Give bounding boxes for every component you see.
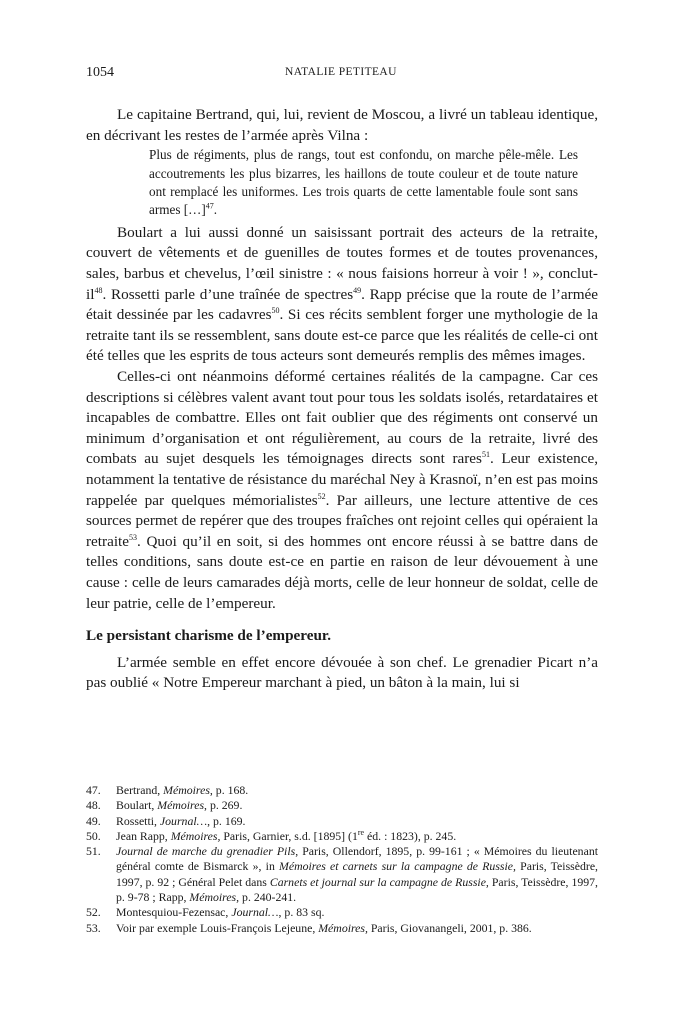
footnote	[86, 905, 598, 920]
title-italic: Journal de marche du grenadier Pils	[116, 844, 296, 859]
section-heading: Le persistant charisme de l’empereur.	[86, 627, 332, 645]
footnote-ref: 47	[205, 202, 214, 212]
footnote-ref: 48	[94, 285, 103, 295]
footnote-text	[116, 798, 598, 813]
footnote-number: 50.	[86, 828, 101, 843]
text-run: Boulart,	[116, 798, 158, 813]
footnote-number: 49.	[86, 813, 101, 828]
title-italic: Journal…	[159, 813, 208, 828]
paragraph-4: L’armée semble en effet encore dévouée à son chef. Le grenadier Picart n’a pas oublié « Notre Empereur marchant à pied, un bâton à la main, lui si	[86, 653, 598, 692]
text-run: Boulart a lui aussi donné un saisissant portrait des acteurs de la retraite, couvert de vêtements et de guenilles de toutes formes et de toutes provenances, sales, barbus et chevelus, l’œil sinistre : « nous faisions horreur à voir ! », conclut-il	[86, 223, 598, 303]
paragraph-3	[86, 367, 598, 614]
footnote-text	[116, 829, 598, 844]
page-number: 1054	[86, 65, 114, 80]
footnote-text	[116, 814, 598, 829]
text-run: Paris, Teissèdre, 1997, p. 92 ; Général Pelet dans	[116, 859, 598, 889]
footnote-number: 52.	[86, 905, 101, 920]
text-run: éd. : 1823), p. 245.	[364, 828, 457, 843]
footnote-ref: 52	[317, 491, 326, 501]
footnote-text	[116, 921, 598, 936]
footnote-ref: 49	[353, 285, 362, 295]
text-run: . Leur existence, notamment la tentative de résistance du maréchal Ney à Krasnoï, n’en est pas moins rappelée par quelques mémorialistes	[86, 450, 599, 509]
footnote	[86, 844, 598, 905]
text-run: Bertrand,	[116, 783, 164, 797]
footnote	[86, 814, 598, 829]
title-italic: Mémoires et carnets sur la campagne de Russie,	[279, 859, 516, 874]
footnote-number: 53.	[86, 920, 101, 935]
footnote-text	[116, 844, 598, 905]
text-run: Celles-ci ont néanmoins déformé certaines réalités de la campagne. Car ces descriptions si célèbres valent avant tout pour tous les soldats isolés, retardataires et incapables de combattre. Elles ont fait oublier que des régiments ont conservé un minimum d’organisation et ont régulièrement, au cours de la retraite, livré des combats au sujet desquels les témoignages directs sont rares	[86, 367, 598, 468]
text-run: , p. 169.	[207, 813, 246, 828]
footnote-text	[116, 905, 598, 920]
title-italic: Mémoires,	[189, 890, 240, 905]
quote-text: Plus de régiments, plus de rangs, tout est confondu, on marche pêle-mêle. Les accoutrements les plus bizarres, les haillons de toute couleur et de toute nature ont remplacé les uniformes. Les trois quarts de cette lamentable foule sont sans armes […]	[149, 147, 578, 218]
footnote-ref: 53	[129, 532, 137, 542]
text-run: . Rapp précise que la route de l’armée était dessinée par les cadavres	[86, 285, 598, 324]
text-run: p. 168.	[212, 783, 249, 797]
text-run: . Si ces récits semblent forger une mythologie de la retraite tant ils se ressemblent, sans doute est-ce parce que les réalités de celle-ci ont été telles que les esprits de tous acteurs sont demeurés remplis des mêmes images.	[86, 306, 598, 365]
text-run: Paris, Giovanangeli, 2001, p. 386.	[367, 920, 532, 935]
text-run: . Quoi qu’il en soit, si des hommes ont encore réussi à se battre dans de telles conditions, sans doute est-ce en partie en raison de leur dévouement à une cause : celle de leurs camarades déjà morts, celle de leur honneur de soldat, celle de leur patrie, celle de l’empereur.	[86, 532, 598, 612]
text-run: Montesquiou-Fezensac,	[116, 905, 232, 920]
body-text	[86, 105, 598, 694]
footnote	[86, 829, 598, 844]
text-run: . Par ailleurs, une lecture attentive de ces sources permet de repérer que des troupes fraîches ont rejoint celles qui opéraient la retraite	[86, 491, 598, 550]
footnote	[86, 783, 598, 798]
paragraph-1: Le capitaine Bertrand, qui, lui, revient de Moscou, a livré un tableau identique, en décrivant les restes de l’armée après Vilna :	[86, 106, 598, 144]
ordinal-superscript: re	[357, 827, 365, 837]
text-run: , Paris, Ollendorf, 1895, p. 99-161 ; « Mémoires du lieutenant général comte de Bismarck », in	[116, 844, 598, 874]
title-italic: Journal…	[231, 905, 279, 920]
footnote-ref: 50	[271, 306, 280, 316]
footnote	[86, 921, 598, 936]
text-run: , p. 83 sq.	[278, 905, 325, 920]
running-head: NATALIE PETITEAU	[285, 66, 397, 78]
text-run: p. 240-241.	[239, 890, 297, 905]
text-run: Paris, Garnier, s.d. [1895] (1	[220, 828, 358, 843]
footnote-number: 47.	[86, 783, 101, 797]
footnote-ref: 51	[481, 450, 490, 460]
footnote-number: 51.	[86, 844, 101, 859]
text-run: Rossetti,	[116, 813, 160, 828]
title-italic: Mémoires	[157, 798, 205, 813]
text-run: Jean Rapp,	[116, 828, 171, 843]
text-run: , p. 269.	[204, 798, 243, 813]
footnote-text	[116, 783, 598, 798]
quote-end: .	[213, 202, 218, 218]
text-run: . Rossetti parle d’une traînée de spectres	[102, 285, 354, 303]
text-run: Voir par exemple Louis-François Lejeune,	[116, 920, 319, 935]
title-italic: Mémoires,	[170, 828, 221, 843]
footnotes	[86, 783, 598, 936]
title-italic: Carnets et journal sur la campagne de Russie,	[269, 874, 489, 889]
title-italic: Mémoires,	[318, 920, 368, 935]
footnote-number: 48.	[86, 798, 101, 813]
block-quote	[86, 146, 598, 220]
paragraph-2	[86, 223, 598, 367]
title-italic: Mémoires,	[163, 783, 213, 797]
text-run: Paris, Teissèdre, 1997, p. 9-78 ; Rapp,	[116, 874, 599, 905]
footnote	[86, 798, 598, 813]
